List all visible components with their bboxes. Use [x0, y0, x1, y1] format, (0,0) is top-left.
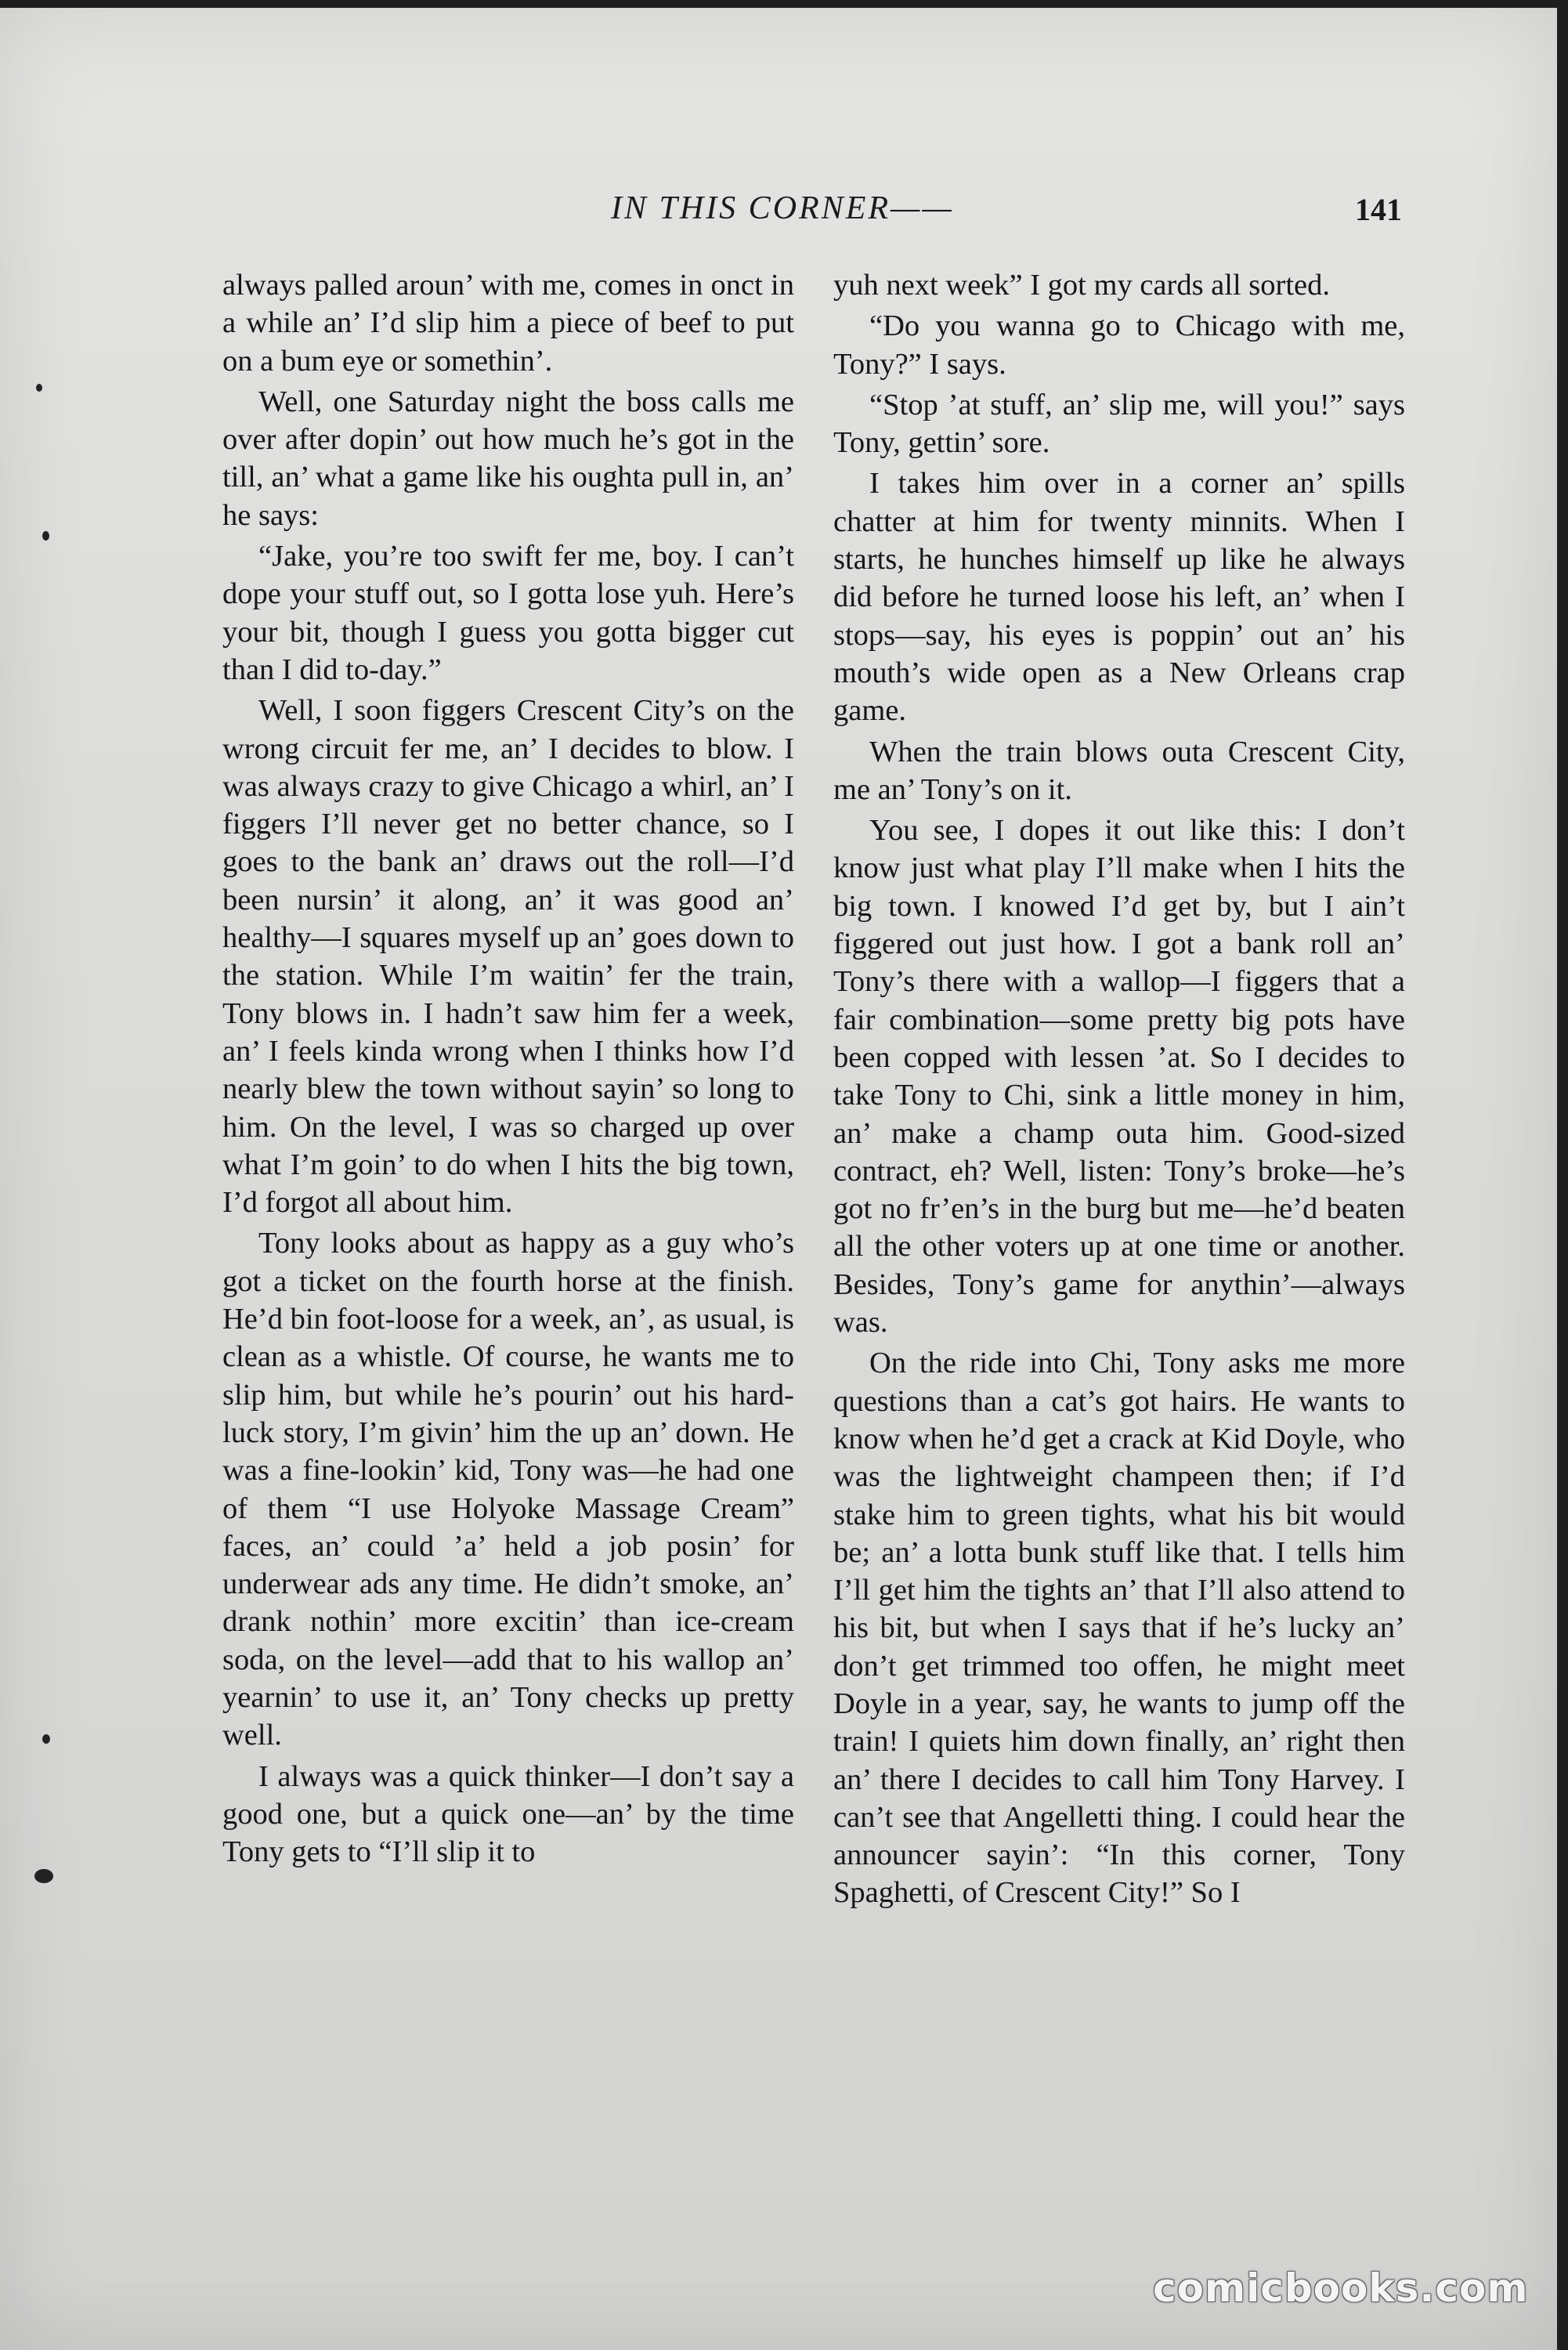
binding-hole-mark	[42, 531, 49, 540]
book-page	[0, 8, 1557, 2350]
paragraph: yuh next week” I got my cards all sorted.	[833, 269, 1330, 302]
paragraph: “Do you wanna go to Chicago with me, Tony?” I says.	[833, 309, 1405, 381]
binding-hole-mark	[36, 384, 42, 392]
watermark-logo: comicbooks.com	[1153, 2265, 1529, 2311]
paragraph: You see, I dopes it out like this: I don’t know just what play I’ll make when I hits the big town. I knowed I’d get by, but I ain’t figgered out just how. I got a bank roll an’ Tony’s there with a wallop—I figgers that a fair combination—some pretty big pots have been copped with lessen ’at. So I decides to take Tony to Chi, sink a little money in him, an’ make a champ outa him. Good-sized contract, eh? Well, listen: Tony’s broke—he’s got no fr’en’s in the burg but me—he’d beaten all the other voters up at one time or another. Besides, Tony’s game for anythin’—always was.	[833, 814, 1405, 1340]
right-text-column	[833, 266, 1405, 1915]
paragraph: Well, I soon figgers Crescent City’s on the wrong circuit fer me, an’ I decides to blow. I was always crazy to give Chicago a whirl, an’ I figgers I’ll never get no better chance, so I goes to the bank an’ draws out the roll—I’d been nursin’ it along, an’ it was good an’ healthy—I squares myself up an’ goes down to the station. While I’m waitin’ fer the train, Tony blows in. I hadn’t saw him fer a week, an’ I feels kinda wrong when I thinks how I’d nearly blew the town without sayin’ so long to him. On the level, I was so charged up over what I’m goin’ to do when I hits the big town, I’d forgot all about him.	[222, 694, 794, 1220]
paragraph: When the train blows outa Crescent City, me an’ Tony’s on it.	[833, 735, 1405, 806]
paragraph: Tony looks about as happy as a guy who’s got a ticket on the fourth horse at the finish. He’d bin foot-loose for a week, an’, as usual, is clean as a whistle. Of course, he wants me to slip him, but while he’s pourin’ out his hard-luck story, I’m givin’ him the up an’ down. He was a fine-lookin’ kid, Tony was—he had one of them “I use Holyoke Massage Cream” faces, an’ could ’a’ held a job posin’ for underwear ads any time. He didn’t smoke, an’ drank nothin’ more excitin’ than ice-cream soda, on the level—add that to his wallop an’ yearnin’ to use it, an’ Tony checks up pretty well.	[222, 1227, 794, 1752]
paragraph: Well, one Saturday night the boss calls me over after dopin’ out how much he’s got in the till, an’ what a game like his oughta pull in, an’ he says:	[222, 385, 794, 532]
paragraph: “Stop ’at stuff, an’ slip me, will you!” says Tony, gettin’ sore.	[833, 388, 1405, 460]
binding-hole-mark	[34, 1869, 53, 1883]
paragraph: I takes him over in a corner an’ spills chatter at him for twenty minnits. When I starts, he hunches himself up like he always did before he turned loose his left, an’ when I stops—say, his eyes is poppin’ out an’ his mouth’s wide open as a New Orleans crap game.	[833, 467, 1405, 728]
running-title: IN THIS CORNER——	[611, 190, 954, 226]
page-number: 141	[1355, 192, 1402, 227]
binding-hole-mark	[42, 1734, 50, 1744]
left-text-column	[222, 266, 794, 1874]
paragraph: always palled aroun’ with me, comes in onct in a while an’ I’d slip him a piece of beef to put on a bum eye or somethin’.	[222, 269, 794, 378]
paragraph: On the ride into Chi, Tony asks me more questions than a cat’s got hairs. He wants to know when he’d get a crack at Kid Doyle, who was the lightweight champeen then; if I’d stake him to green tights, what his bit would be; an’ a lotta bunk stuff like that. I tells him I’ll get him the tights an’ that I’ll also attend to his bit, but when I says that if he’s lucky an’ don’t get trimmed too offen, he might meet Doyle in a year, say, he wants to jump off the train! I quiets him down finally, an’ right then an’ there I decides to call him Tony Harvey. I can’t see that Angelletti thing. I could hear the announcer sayin’: “In this corner, Tony Spaghetti, of Crescent City!” So I	[833, 1347, 1405, 1910]
paragraph: “Jake, you’re too swift fer me, boy. I can’t dope your stuff out, so I gotta lose yuh. Here’s your bit, though I guess you gotta bigger cut than I did to-day.”	[222, 540, 794, 686]
paragraph: I always was a quick thinker—I don’t say a good one, but a quick one—an’ by the time Tony gets to “I’ll slip it to	[222, 1759, 794, 1869]
